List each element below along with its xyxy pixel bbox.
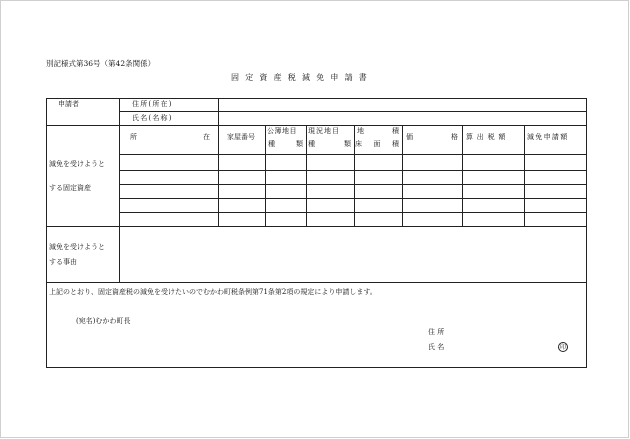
- header-current-type: [308, 140, 351, 149]
- signature-address-label: 住 所: [428, 328, 445, 336]
- reason-label-line1: 減免を受けようと: [49, 243, 105, 251]
- header-value: [406, 133, 458, 142]
- header-house-number: 家屋番号: [227, 133, 255, 141]
- applicant-label: [58, 100, 110, 109]
- form-title: 固定資産税減免申請書: [231, 73, 373, 82]
- row-divider: [119, 111, 587, 112]
- header-floor-area: [355, 140, 399, 149]
- row-divider: [119, 154, 587, 155]
- row-divider: [119, 170, 587, 171]
- header-floor-area-b: 面: [373, 140, 381, 148]
- applicant-address-field[interactable]: [222, 100, 584, 110]
- table-border-right: [586, 98, 587, 368]
- table-border-bottom: [46, 367, 587, 368]
- header-current-type-a: 種: [308, 140, 315, 148]
- column-divider: [265, 125, 266, 227]
- header-land-area: [357, 127, 399, 136]
- address-label: 住所(所在): [132, 100, 173, 108]
- header-land-area-a: 地: [357, 127, 364, 135]
- header-location: [130, 133, 210, 142]
- header-current-type-b: 類: [344, 140, 351, 148]
- column-divider: [462, 125, 463, 227]
- applicant-label-text: 申請者: [58, 100, 79, 108]
- declaration-text: 上記のとおり、固定資産税の減免を受けたいのでむかわ町税条例第71条第2項の規定により申請します。: [49, 288, 377, 296]
- property-row-label-line2: する固定資産: [49, 184, 91, 192]
- header-current-land: 現況地目: [308, 127, 340, 135]
- header-calculated-tax: 算出税額: [466, 133, 510, 141]
- header-floor-area-c: 積: [392, 140, 399, 148]
- column-divider: [402, 125, 403, 227]
- addressee: (宛名)むかわ町長: [76, 317, 131, 325]
- row-divider: [119, 184, 587, 185]
- form-number-label: 別記様式第36号（第42条関係）: [46, 59, 156, 68]
- table-border-top: [46, 98, 587, 99]
- header-land-area-b: 積: [392, 127, 399, 135]
- application-form-table: [46, 98, 587, 368]
- header-public-type: [268, 140, 303, 149]
- column-divider: [119, 98, 120, 283]
- header-public-land: 公簿地目: [267, 127, 297, 135]
- header-public-type-a: 種: [268, 140, 275, 148]
- row-divider: [46, 226, 587, 227]
- column-divider: [218, 98, 219, 227]
- row-divider: [119, 198, 587, 199]
- property-row-label-line1: 減免を受けようと: [49, 160, 105, 168]
- header-reduction-amount: 減免申請額: [527, 133, 569, 141]
- reason-label-line2: する事由: [49, 258, 77, 266]
- header-location-a: 所: [130, 133, 137, 141]
- table-border-left: [46, 98, 47, 368]
- row-divider: [119, 212, 587, 213]
- row-divider: [46, 125, 587, 126]
- row-divider: [46, 282, 587, 283]
- signature-name-label: 氏 名: [428, 343, 445, 351]
- seal-mark: 印: [559, 344, 566, 351]
- applicant-name-field[interactable]: [222, 114, 584, 124]
- reason-field[interactable]: [124, 232, 582, 278]
- name-label: 氏名(名称): [132, 114, 173, 122]
- header-floor-area-a: 床: [355, 140, 362, 148]
- header-value-b: 格: [451, 133, 458, 141]
- column-divider: [524, 125, 525, 227]
- header-location-b: 在: [203, 133, 210, 141]
- header-value-a: 価: [406, 133, 413, 141]
- column-divider: [306, 125, 307, 227]
- header-public-type-b: 類: [296, 140, 303, 148]
